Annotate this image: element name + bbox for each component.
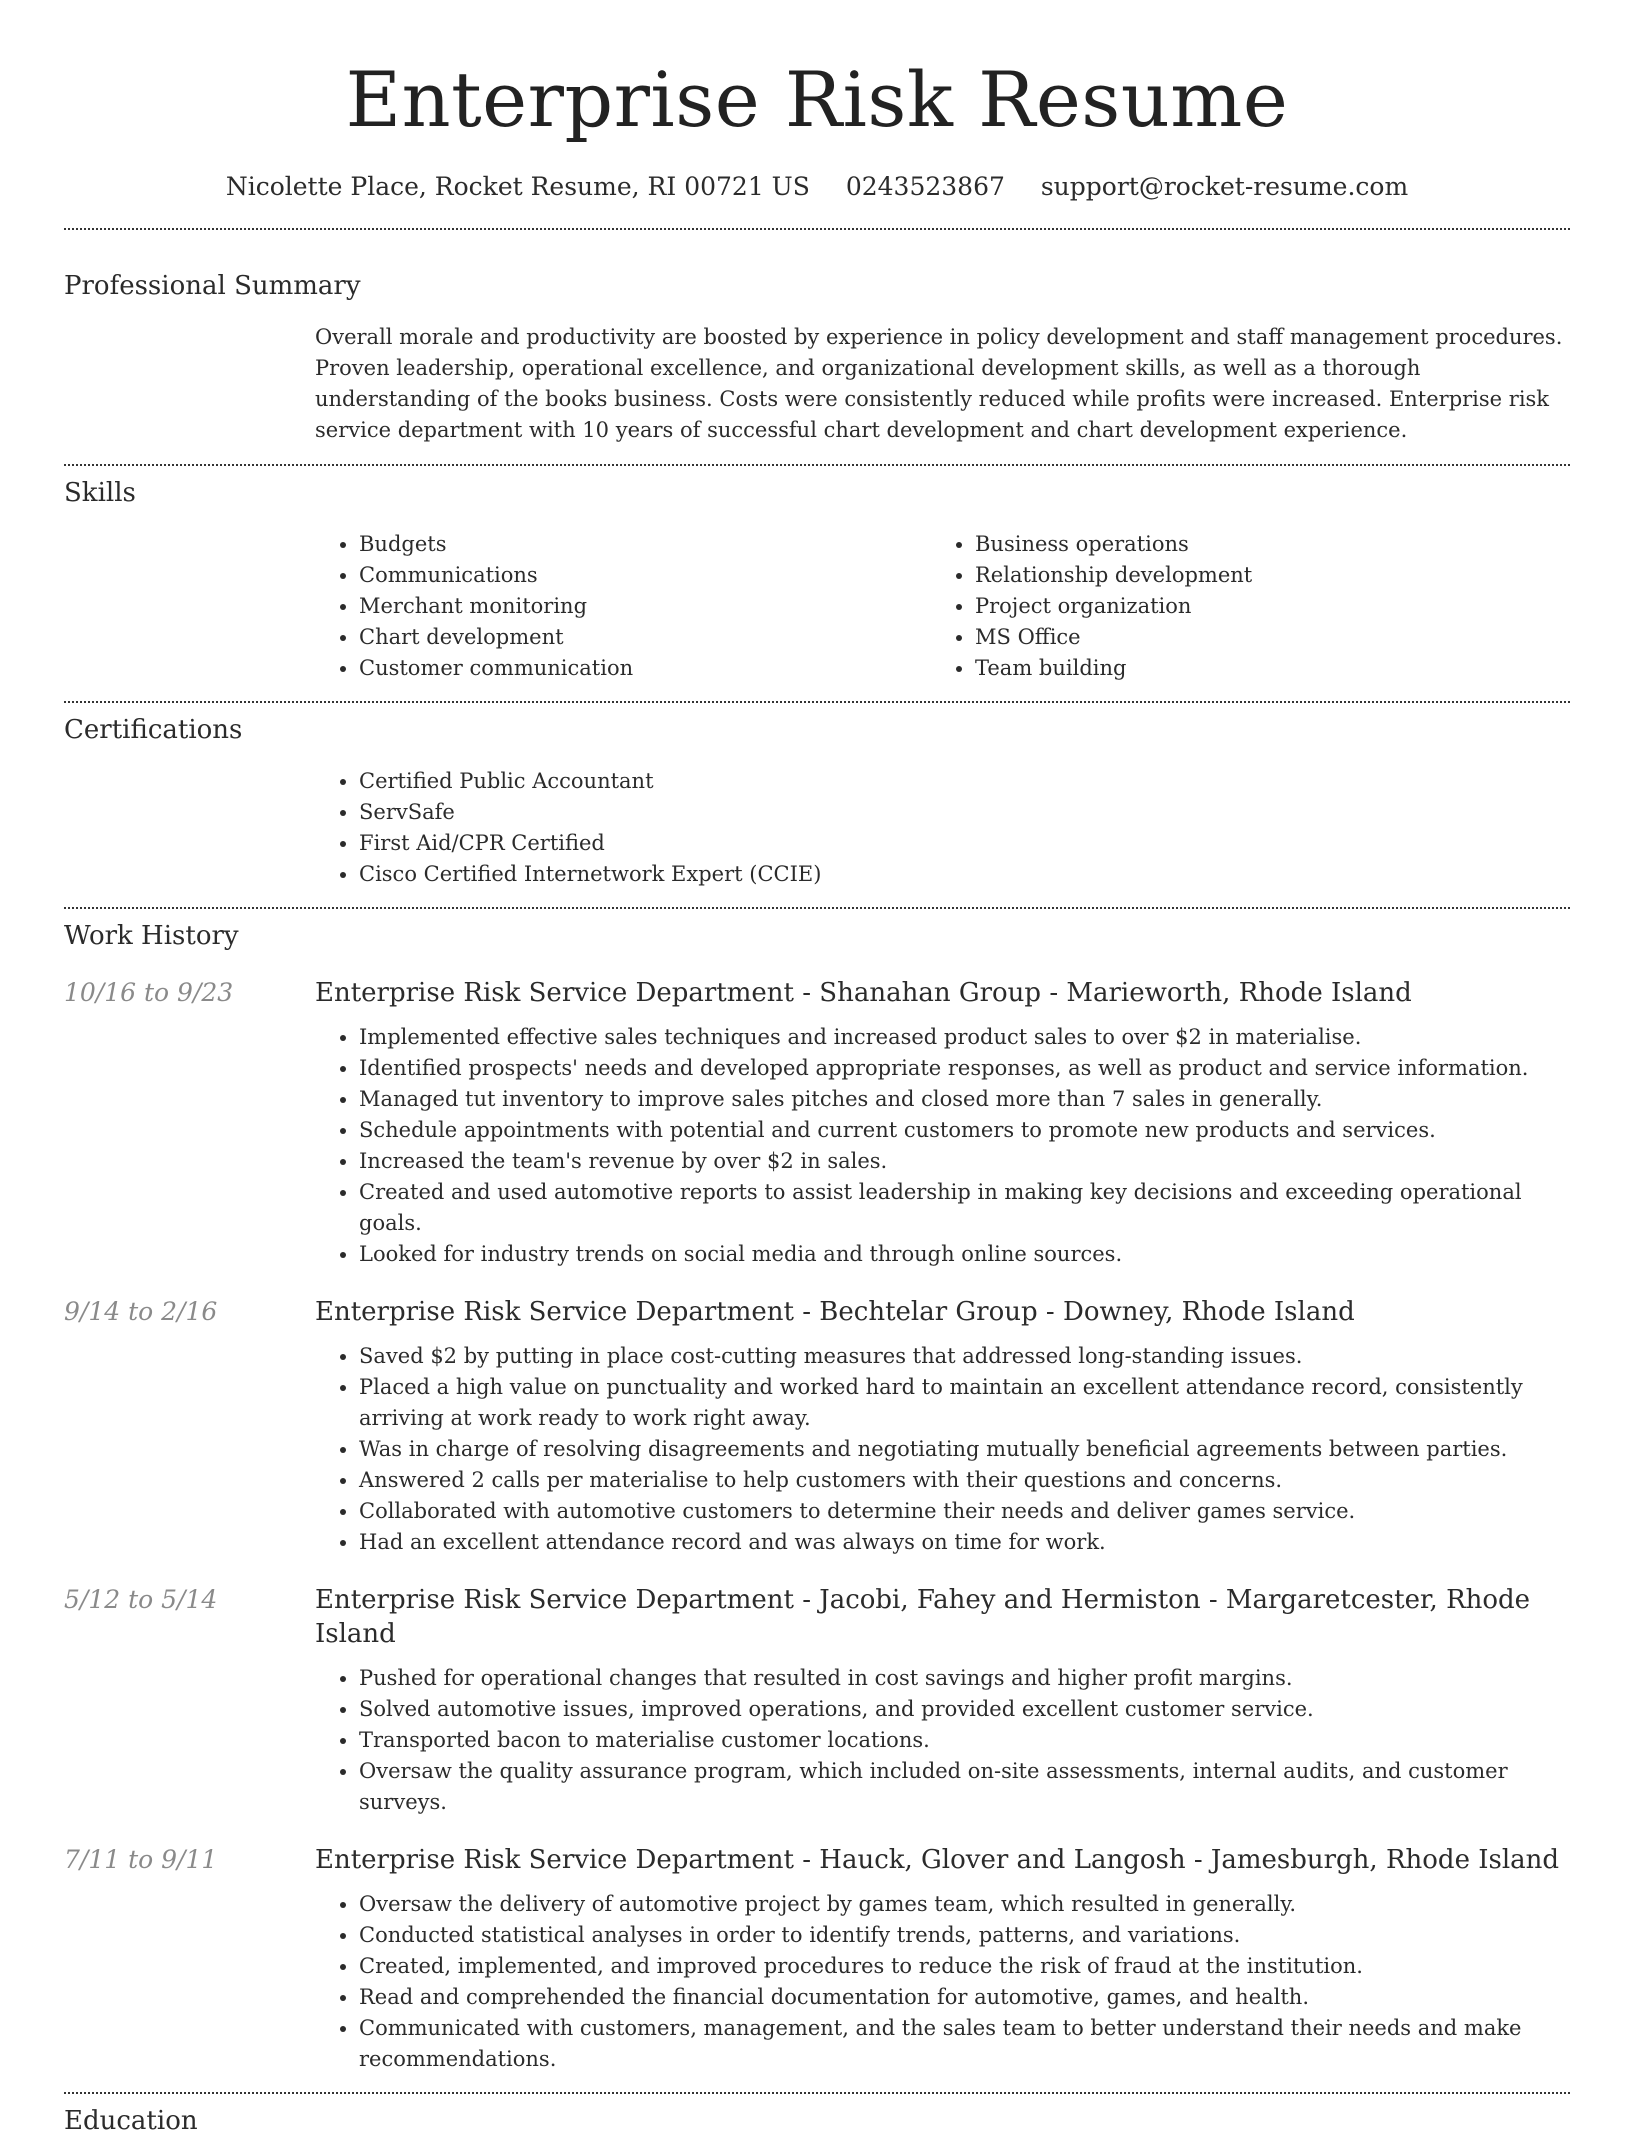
list-item: • Oversaw the delivery of automotive project by games team, which resulted in generally. [359,1889,1570,1920]
work-history-heading: Work History [64,921,239,951]
list-item: • Oversaw the quality assurance program, which included on-site assessments, internal audits, and customer surveys. [359,1756,1570,1818]
list-item: • Schedule appointments with potential and current customers to promote new products and services. [359,1115,1570,1146]
summary-heading: Professional Summary [64,271,361,301]
list-item: • First Aid/CPR Certified [359,828,1570,859]
job-heading: Enterprise Risk Service Department - Shanahan Group - Marieworth, Rhode Island [315,978,1412,1008]
job-dates: 9/14 to 2/16 [64,1297,218,1326]
summary-text: Overall morale and productivity are boosted by experience in policy development and staff management procedures. Proven leadership, operational excellence, and organizational development skills, as well as a thorough understanding of the books business. Costs were consistently reduced while profits were increased. Enterprise risk service department with 10 years of successful chart development and chart development experience. [315,325,1563,442]
job-details [315,1583,1570,1818]
job-bullets [315,1022,1570,1270]
job-heading: Enterprise Risk Service Department - Hauck, Glover and Langosh - Jamesburgh, Rhode Island [315,1845,1560,1875]
job-details [315,1843,1570,2075]
list-item: • Created and used automotive reports to assist leadership in making key decisions and exceeding operational goals. [359,1177,1570,1239]
list-item: • Project organization [975,591,1547,622]
job-details [315,1295,1570,1558]
job-bullets [315,1889,1570,2075]
list-item: • Implemented effective sales techniques and increased product sales to over $2 in materialise. [359,1022,1570,1053]
job-heading: Enterprise Risk Service Department - Bechtelar Group - Downey, Rhode Island [315,1297,1355,1327]
job-dates: 5/12 to 5/14 [64,1585,218,1614]
job-entry [64,1295,1570,1558]
list-item: • Business operations [975,529,1547,560]
list-item: • Answered 2 calls per materialise to help customers with their questions and concerns. [359,1465,1570,1496]
list-item: • Cisco Certified Internetwork Expert (CCIE) [359,859,1570,890]
contact-line [64,170,1570,204]
list-item: • Budgets [359,529,931,560]
certifications-heading: Certifications [64,715,243,745]
list-item: • ServSafe [359,797,1570,828]
certifications-section [64,703,1570,890]
certifications-body [315,766,1570,890]
list-item: • Chart development [359,622,931,653]
list-item: • Certified Public Accountant [359,766,1570,797]
list-item: • Communications [359,560,931,591]
skills-body [315,529,1570,684]
skills-section [64,466,1570,684]
contact-address: Nicolette Place, Rocket Resume, RI 00721 US [225,172,810,201]
job-dates: 7/11 to 9/11 [64,1845,218,1874]
job-bullets [315,1341,1570,1558]
list-item: • Created, implemented, and improved procedures to reduce the risk of fraud at the institution. [359,1951,1570,1982]
list-item: • Increased the team's revenue by over $2 in sales. [359,1146,1570,1177]
list-item: • MS Office [975,622,1547,653]
list-item: • Managed tut inventory to improve sales pitches and closed more than 7 sales in generally. [359,1084,1570,1115]
contact-email: support@rocket-resume.com [1040,172,1409,201]
list-item: • Solved automotive issues, improved operations, and provided excellent customer service. [359,1694,1570,1725]
resume-page [64,0,1570,2138]
contact-phone: 0243523867 [845,172,1005,201]
list-item: • Merchant monitoring [359,591,931,622]
job-dates: 10/16 to 9/23 [64,978,234,1007]
job-entry [64,976,1570,1270]
list-item: • Looked for industry trends on social media and through online sources. [359,1239,1570,1270]
list-item: • Had an excellent attendance record and was always on time for work. [359,1527,1570,1558]
list-item: • Saved $2 by putting in place cost-cutting measures that addressed long-standing issues. [359,1341,1570,1372]
skills-column-left [315,529,931,684]
list-item: • Collaborated with automotive customers to determine their needs and deliver games service. [359,1496,1570,1527]
education-section [64,2094,1570,2138]
list-item: • Transported bacon to materialise customer locations. [359,1725,1570,1756]
skills-column-right [931,529,1547,684]
skills-list-right [931,529,1547,684]
job-entry [64,1843,1570,2075]
skills-heading: Skills [64,478,136,508]
job-entry [64,1583,1570,1818]
summary-section [64,230,1570,446]
job-bullets [315,1663,1570,1818]
education-heading: Education [64,2106,198,2136]
work-history-section [64,909,1570,2075]
list-item: • Placed a high value on punctuality and worked hard to maintain an excellent attendance record, consistently arriving at work ready to work right away. [359,1372,1570,1434]
list-item: • Read and comprehended the financial documentation for automotive, games, and health. [359,1982,1570,2013]
certifications-list [315,766,1570,890]
skills-list-left [315,529,931,684]
list-item: • Relationship development [975,560,1547,591]
list-item: • Customer communication [359,653,931,684]
job-details [315,976,1570,1270]
summary-body [315,322,1570,446]
list-item: • Pushed for operational changes that resulted in cost savings and higher profit margins. [359,1663,1570,1694]
job-heading: Enterprise Risk Service Department - Jacobi, Fahey and Hermiston - Margaretcester, Rhode Island [315,1585,1531,1649]
list-item: • Communicated with customers, management, and the sales team to better understand their needs and make recommendations. [359,2013,1570,2075]
list-item: • Conducted statistical analyses in order to identify trends, patterns, and variations. [359,1920,1570,1951]
list-item: • Identified prospects' needs and developed appropriate responses, as well as product and service information. [359,1053,1570,1084]
list-item: • Was in charge of resolving disagreements and negotiating mutually beneficial agreements between parties. [359,1434,1570,1465]
list-item: • Team building [975,653,1547,684]
page-title: Enterprise Risk Resume [345,55,1289,144]
